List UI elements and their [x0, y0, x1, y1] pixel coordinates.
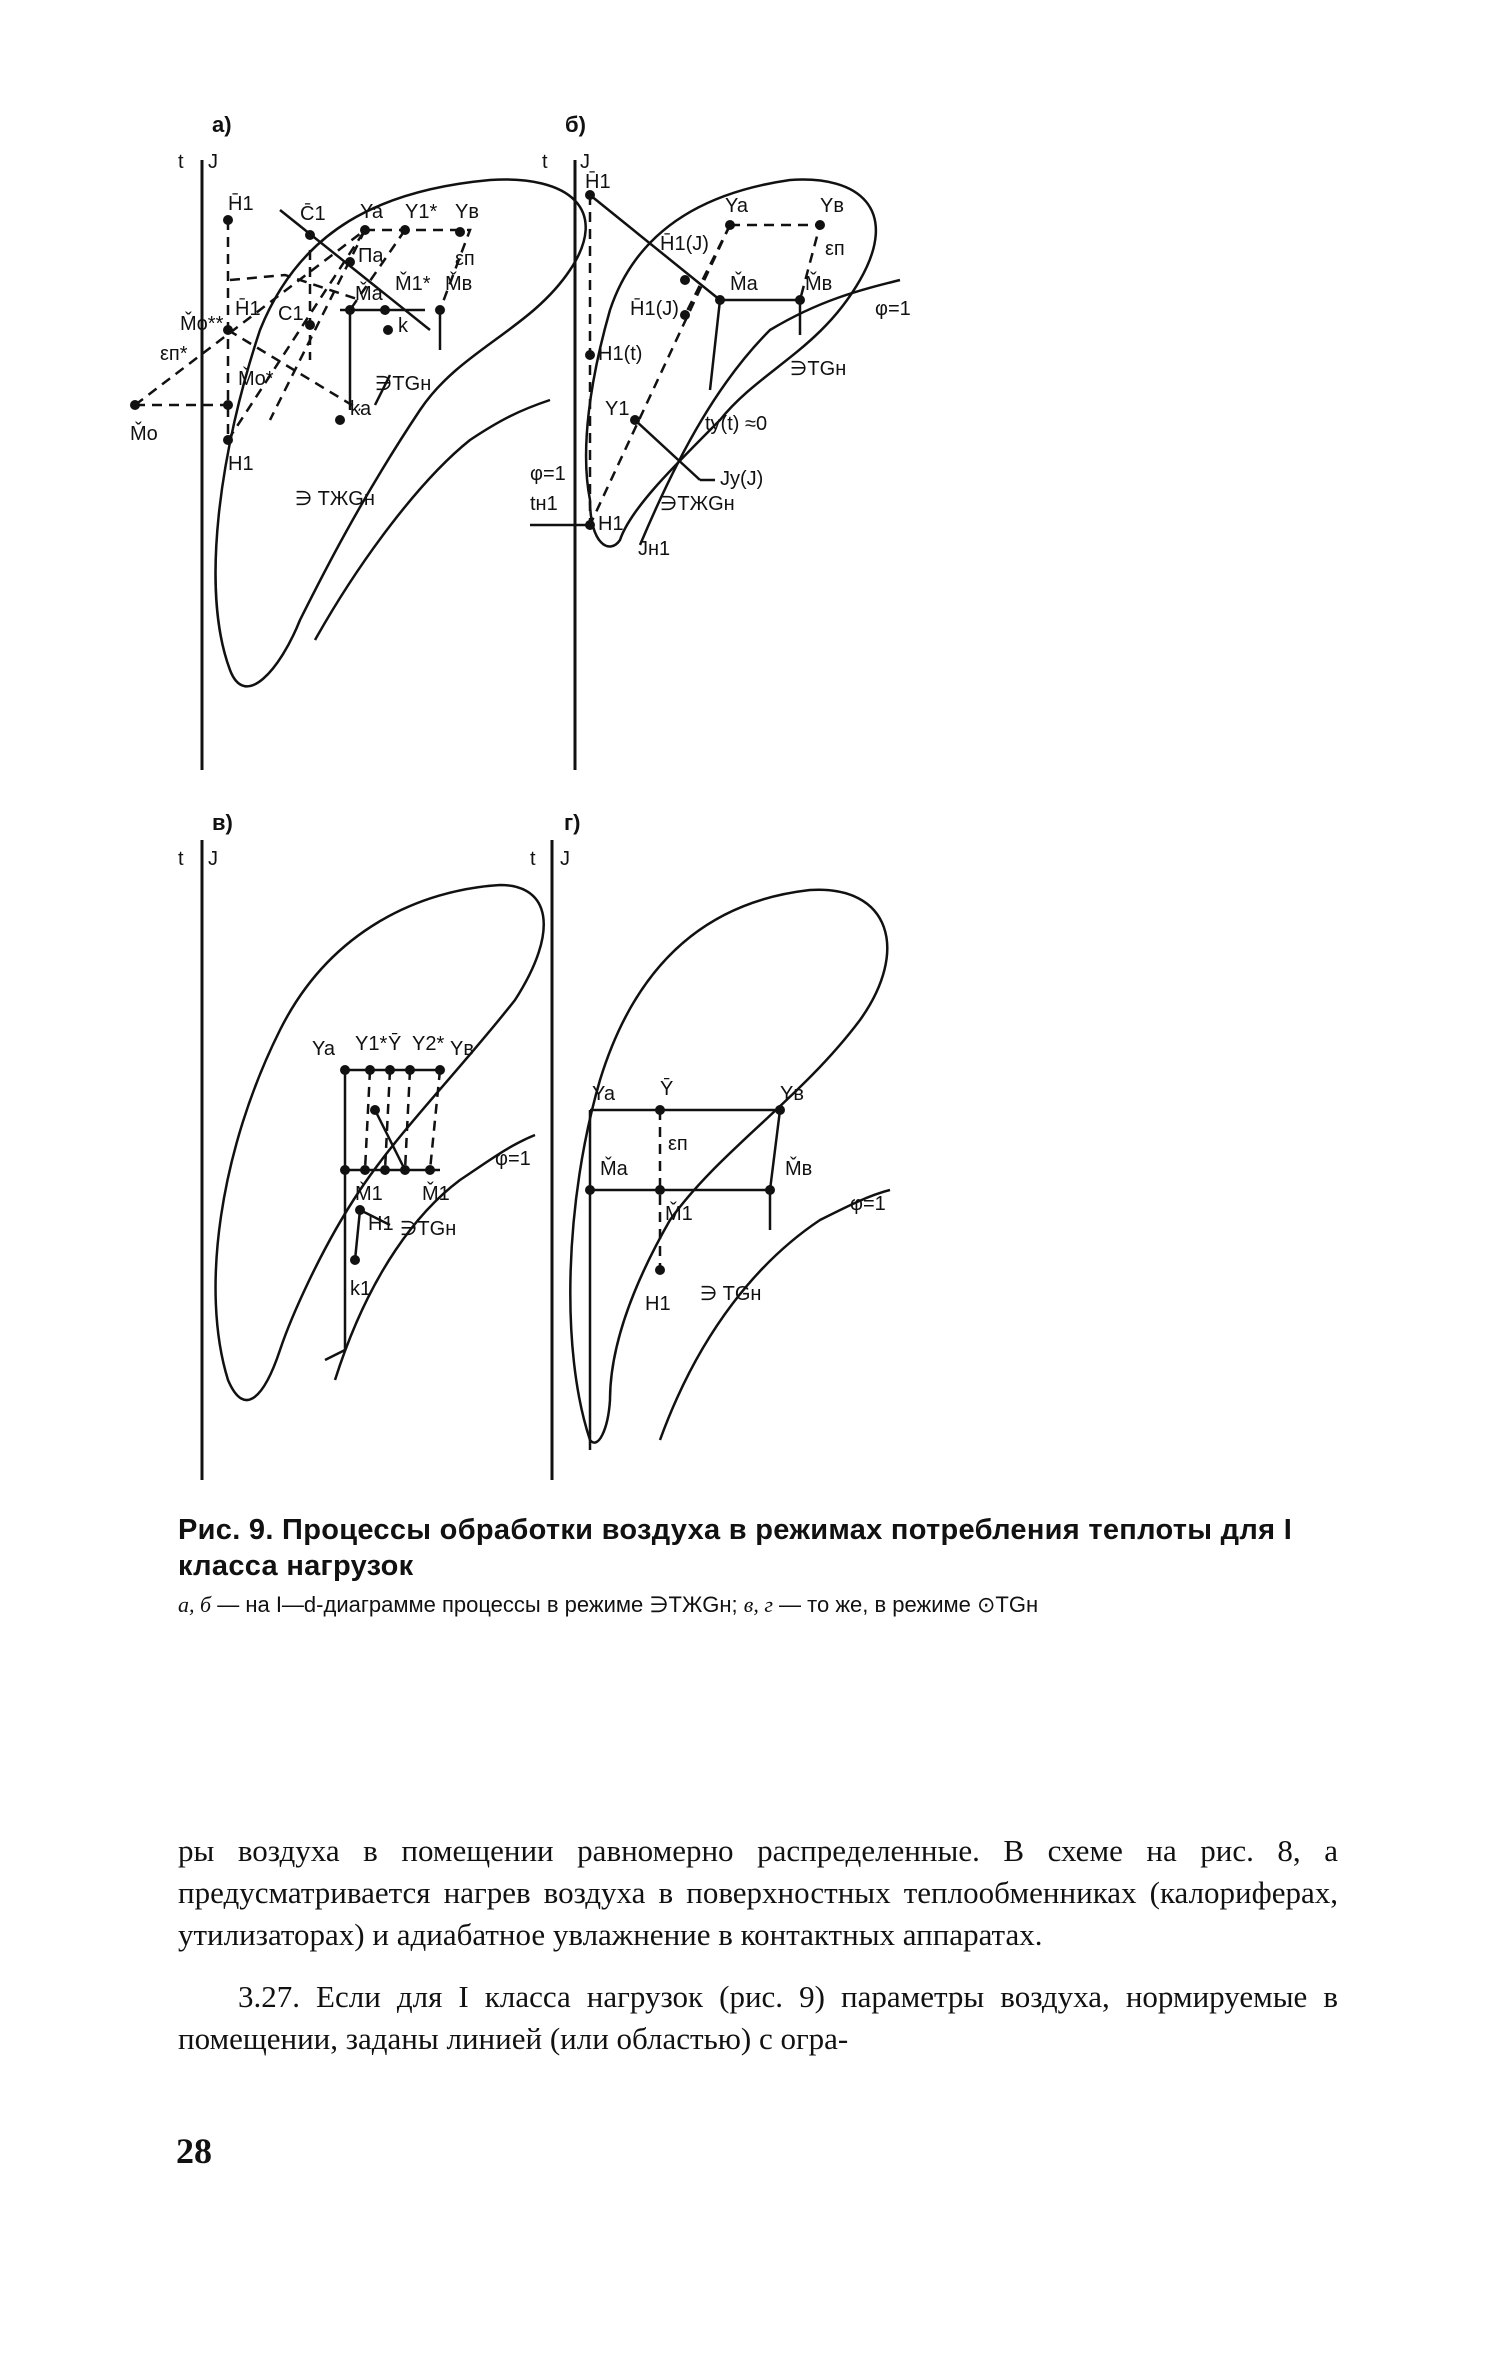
- panel-b-point: M̌в: [805, 273, 833, 295]
- panel-b-axis-t: t: [542, 151, 548, 173]
- panel-a-axis-t: t: [178, 151, 184, 173]
- panel-d-point: M̌1: [665, 1203, 693, 1225]
- panel-a-phi: φ=1: [530, 463, 566, 485]
- panel-c-point: Y2*: [412, 1033, 445, 1055]
- panel-a-point: H̄1: [235, 298, 261, 320]
- panel-a-point: C̄1: [300, 203, 326, 225]
- panel-b-point: Jy(J): [720, 468, 764, 490]
- panel-d-point: Ya: [592, 1083, 615, 1105]
- panel-a-point: k: [398, 315, 408, 337]
- panel-a-point: H̄1: [228, 193, 254, 215]
- panel-a-tag: а): [212, 112, 232, 137]
- panel-c-point: Ȳ: [388, 1033, 402, 1055]
- panel-b-point: Jн1: [638, 538, 671, 560]
- panel-b-point: M̌a: [730, 273, 758, 295]
- panel-c-axis-j: J: [208, 848, 218, 870]
- panel-a-point: Yв: [455, 201, 479, 223]
- panel-c: [202, 840, 544, 1480]
- panel-a-point: M̌o**: [180, 313, 224, 335]
- panel-c-point: H1: [368, 1213, 394, 1235]
- panel-a-zone: ∋ TЖGн: [295, 488, 375, 510]
- panel-c-point: M̌1: [355, 1183, 383, 1205]
- figure-9-diagrams: [130, 112, 1390, 1500]
- panel-d-point: H1: [645, 1293, 671, 1315]
- panel-b-point: Y1: [605, 398, 630, 420]
- caption-legend-text-a: — на I—d-диаграмме процессы в режиме ∋TЖGн;: [217, 1592, 738, 1617]
- panel-a-point: H1: [228, 453, 254, 475]
- panel-d-phi: φ=1: [850, 1193, 886, 1215]
- panel-a-point: Y1*: [405, 201, 438, 223]
- panel-a-axis-j: J: [208, 151, 218, 173]
- panel-c-point: M̌1: [422, 1183, 450, 1205]
- panel-c-point: k1: [350, 1278, 372, 1300]
- panel-b-point: Ya: [725, 195, 748, 217]
- panel-c-phi: φ=1: [495, 1148, 531, 1170]
- panel-b-point: H1: [598, 513, 624, 535]
- caption-legend-key-a: а, б: [178, 1592, 212, 1617]
- panel-a-point: Ya: [360, 201, 383, 223]
- panel-a-point: C1: [278, 303, 304, 325]
- panel-b-point: εп: [825, 238, 845, 260]
- caption-legend-text-b: — то же, в режиме ⊙TGн: [779, 1592, 1039, 1617]
- panel-a-point: M̌o*: [238, 368, 274, 390]
- panel-c-point: Y1*: [355, 1033, 388, 1055]
- panel-a-point: εп: [455, 248, 475, 270]
- panel-b-point: H1(t): [598, 343, 643, 365]
- panel-c-zone: ∋TGн: [400, 1218, 457, 1240]
- panel-a-point: ka: [350, 398, 372, 420]
- panel-a-point: Пa: [358, 245, 384, 267]
- panel-d-point: Yв: [780, 1083, 804, 1105]
- caption-legend: [178, 1588, 1338, 1622]
- panel-a-point: M̌в: [445, 273, 473, 295]
- panel-a-point: M̌a: [355, 283, 383, 305]
- panel-c-point: Ya: [312, 1038, 335, 1060]
- panel-d-zone: ∋ TGн: [700, 1283, 762, 1305]
- panel-b-tag: б): [565, 112, 586, 137]
- panel-a-point: M̌1*: [395, 273, 431, 295]
- panel-d-point: εп: [668, 1133, 688, 1155]
- panel-d-axis-j: J: [560, 848, 570, 870]
- panel-d-point: M̌a: [600, 1158, 628, 1180]
- caption-legend-line-1: [178, 1588, 1338, 1622]
- panel-d-axis-t: t: [530, 848, 536, 870]
- panel-b-point: Yв: [820, 195, 844, 217]
- panel-b-point: tн1: [530, 493, 558, 515]
- panel-b-point: H̄1(J): [630, 298, 679, 320]
- panel-a-point: εп*: [160, 343, 188, 365]
- panel-b-point: H̄1: [585, 171, 611, 193]
- caption-title: Рис. 9. Процессы обработки воздуха в режимах потребления теплоты для I класса нагрузок: [178, 1514, 1293, 1582]
- panel-c-axis-t: t: [178, 848, 184, 870]
- panel-b-zone: ∋TЖGн: [660, 493, 735, 515]
- caption-legend-key-b: в, г: [743, 1592, 773, 1617]
- figure-9: [130, 112, 1390, 1500]
- paragraph: 3.27. Если для I класса нагрузок (рис. 9) параметры воздуха, нормируемые в помещении, заданы линией (или областью) с огра-: [178, 1979, 1338, 2056]
- panel-b-axis-j: J: [580, 151, 590, 173]
- body-text: [178, 1830, 1338, 2060]
- panel-c-point: Yв: [450, 1038, 474, 1060]
- figure-caption: [178, 1512, 1338, 1622]
- panel-b-phi: φ=1: [875, 298, 911, 320]
- panel-a-point: M̌o: [130, 423, 158, 445]
- panel-d-point: M̌в: [785, 1158, 813, 1180]
- panel-b-point: H̄1(J): [660, 233, 709, 255]
- panel-d-tag: г): [564, 810, 581, 835]
- panel-c-tag: в): [212, 810, 233, 835]
- panel-a-zone: ∋TGн: [375, 373, 432, 395]
- panel-b-zone: ∋TGн: [790, 358, 847, 380]
- page-number: 28: [176, 2131, 212, 2171]
- panel-b-point: ty(t) ≈0: [705, 413, 768, 435]
- paragraph: ры воздуха в помещении равномерно распределенные. В схеме на рис. 8, а предусматривается нагрев воздуха в поверхностных теплообменниках (калориферах, утилизаторах) и адиабатное увлажнение в контактных аппаратах.: [178, 1833, 1338, 1952]
- panel-d-point: Ȳ: [660, 1078, 674, 1100]
